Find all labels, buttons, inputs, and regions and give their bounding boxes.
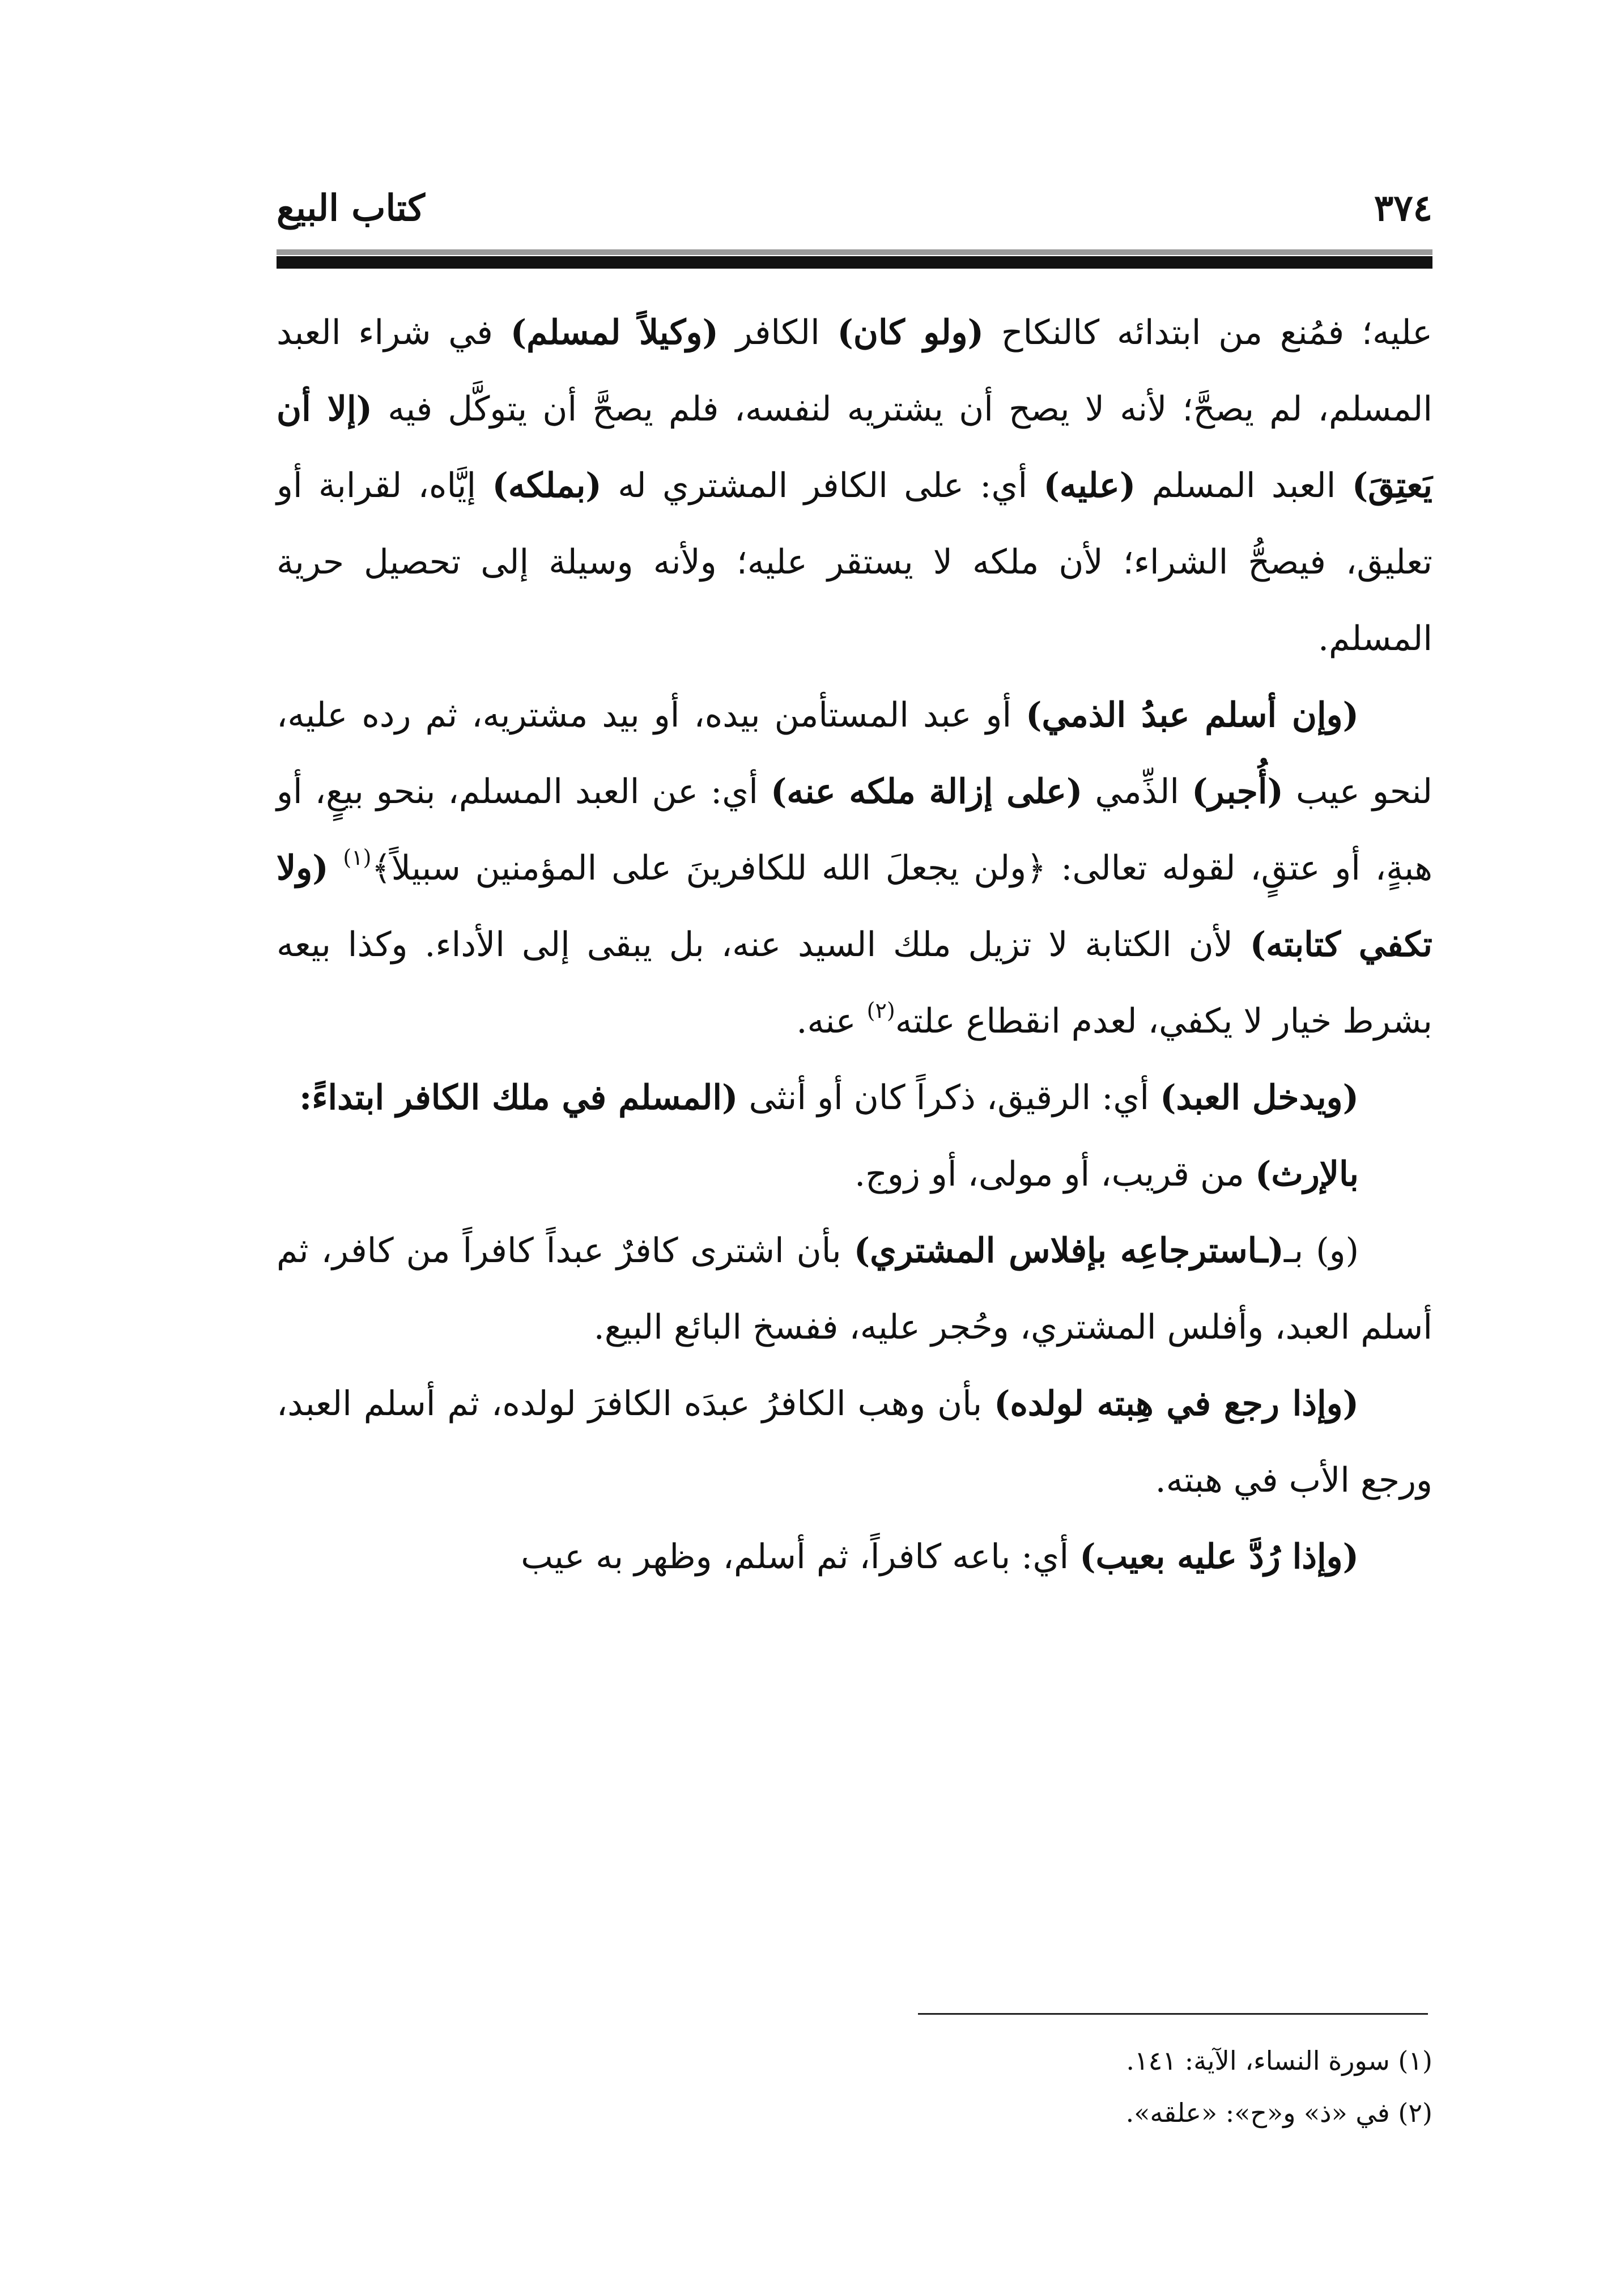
bold-run: (عليه) [1043, 466, 1136, 506]
header-rule-thin [277, 249, 1432, 255]
text-run [329, 848, 343, 888]
bold-run: (وإن أسلم عبدُ الذمي) [1026, 695, 1359, 735]
paragraph-1 [277, 295, 1432, 677]
paragraph-6 [277, 1366, 1432, 1519]
text-run: أو عبد المستأمن بيده، أو بيد مشتريه، ثم رده عليه، لنحو عيب [277, 695, 1432, 812]
footnote-marker: (١) [343, 845, 372, 870]
bold-run: (وإذا رجع في هِبته لولده) [994, 1384, 1359, 1424]
text-run: في شراء العبد المسلم، لم يصحَّ؛ لأنه لا يصح أن يشتريه لنفسه، فلم يصحَّ أن يتوكَّل فيه [277, 313, 1432, 429]
text-run: بأن وهب الكافرُ عبدَه الكافرَ لولده، ثم أسلم العبد، ورجع الأب في هبته. [277, 1384, 1432, 1500]
main-text [277, 295, 1432, 1595]
text-run: لأن الكتابة لا تزيل ملك السيد عنه، بل يبقى إلى الأداء. وكذا بيعه بشرط خيار لا يكفي، لعدم انقطاع علته [277, 925, 1432, 1041]
text-run: بأن اشترى كافرٌ عبداً كافراً من كافر، ثم أسلم العبد، وأفلس المشتري، وحُجر عليه، ففسخ البائع البيع. [277, 1231, 1432, 1347]
footnote-2: (٢) في «ذ» و«ح»: «علقه». [1125, 2097, 1432, 2128]
paragraph-3 [277, 1060, 1432, 1136]
bold-run: (ولا تكفي كتابته) [277, 848, 1432, 965]
text-run: الكافر [718, 313, 837, 353]
chapter-title: كتاب البيع [277, 187, 425, 230]
bold-run: (ولو كان) [837, 313, 984, 353]
text-run: عنه. [796, 1001, 867, 1041]
footnote-1: (١) سورة النساء، الآية: ١٤١. [1126, 2045, 1432, 2076]
paragraph-5 [277, 1213, 1432, 1366]
text-run: عليه؛ فمُنع من ابتدائه كالنكاح [984, 313, 1432, 353]
bold-run: (أُجبر) [1192, 772, 1283, 812]
text-run: أي: عن العبد المسلم، بنحو بيعٍ، أو هبةٍ، أو عتقٍ، لقوله تعالى: ﴿ولن يجعلَ الله للكافرينَ على المؤمنين سبيلاً﴾ [277, 772, 1433, 888]
bold-run: (وإذا رُدَّ عليه بعيب) [1079, 1537, 1359, 1577]
paragraph-7 [277, 1519, 1432, 1595]
text-run: الذِّمي [1082, 772, 1192, 812]
bold-run: (على إزالة ملكه عنه) [771, 772, 1083, 812]
bold-run: (إلا أن يَعتِقَ) [277, 389, 1432, 506]
footnote-separator [918, 2013, 1428, 2015]
bold-run: (المسلم في ملك الكافر ابتداءً: [299, 1078, 738, 1118]
text-run: أي: باعه كافراً، ثم أسلم، وظهر به عيب [521, 1537, 1080, 1577]
bold-run: (ويدخل العبد) [1160, 1078, 1359, 1118]
bold-run: (بملكه) [492, 466, 602, 506]
page-number: ٣٧٤ [1374, 187, 1432, 230]
running-header [277, 187, 1432, 238]
text-run: إيَّاه، لقرابة أو تعليق، فيصحُّ الشراء؛ لأن ملكه لا يستقر عليه؛ ولأنه وسيلة إلى تحصيل حرية المسلم. [277, 466, 1432, 659]
header-rule-thick [277, 256, 1432, 269]
text-run: (و) بـ [1283, 1231, 1359, 1271]
text-run: من قريب، أو مولى، أو زوج. [854, 1154, 1255, 1194]
bold-run: (ـاسترجاعِه بإفلاس المشتري) [853, 1231, 1284, 1271]
bold-run: (وكيلاً لمسلم) [510, 313, 719, 353]
paragraph-4 [277, 1136, 1432, 1213]
paragraph-2 [277, 677, 1432, 1060]
text-run: أي: الرقيق، ذكراً كان أو أنثى [738, 1078, 1160, 1118]
bold-run: بالإرث) [1255, 1154, 1359, 1194]
footnote-marker: (٢) [866, 998, 895, 1023]
text-run: أي: على الكافر المشتري له [601, 466, 1044, 506]
footnotes [277, 2035, 1432, 2139]
text-run: العبد المسلم [1136, 466, 1352, 506]
